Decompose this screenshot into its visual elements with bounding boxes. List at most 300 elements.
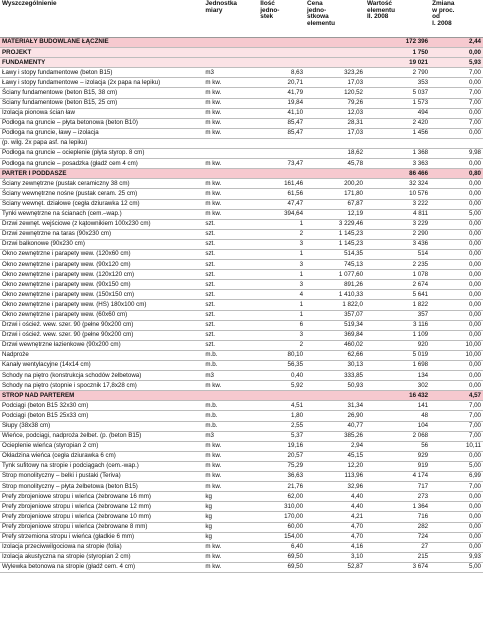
row-price: 385,26: [305, 431, 365, 441]
row-change: 0,00: [430, 451, 483, 461]
table-row: [0, 108, 483, 118]
row-price: 18,62: [305, 149, 365, 159]
table-row: [0, 512, 483, 522]
row-value: 2 420: [365, 118, 430, 128]
row-price: 4,21: [305, 512, 365, 522]
row-name: Podciągi (beton B15 32x30 cm): [0, 401, 203, 411]
row-value: 717: [365, 482, 430, 492]
row-name: Ocieplenie wieńca (styropian 2 cm): [0, 441, 203, 451]
table-row: [0, 320, 483, 330]
row-value: 716: [365, 512, 430, 522]
table-row: [0, 78, 483, 88]
row-name: Ściany fundamentowe (beton B15, 25 cm): [0, 98, 203, 108]
row-name: Prefy strzemiona stropu i wieńca (gładkie 6 mm): [0, 532, 203, 542]
row-qty: 4,51: [258, 401, 305, 411]
row-qty: 6,40: [258, 542, 305, 552]
table-row: [0, 280, 483, 290]
row-unit: szt.: [203, 239, 258, 249]
row-value: 2 674: [365, 280, 430, 290]
row-price: 357,07: [305, 310, 365, 320]
row-unit: [203, 391, 258, 401]
row-qty: 3: [258, 260, 305, 270]
row-name: Nadproże: [0, 350, 203, 360]
row-value: 48: [365, 411, 430, 421]
row-price: 45,78: [305, 159, 365, 169]
row-name: Strop monolityczny – belki i pustaki (Teriva): [0, 472, 203, 482]
header-qty: [258, 0, 305, 38]
table-row: [0, 522, 483, 532]
table-row: [0, 149, 483, 159]
row-value: 3 116: [365, 320, 430, 330]
row-price: 323,26: [305, 68, 365, 78]
table-row: [0, 310, 483, 320]
row-qty: 170,00: [258, 512, 305, 522]
row-price: 45,15: [305, 451, 365, 461]
row-unit: m kw.: [203, 472, 258, 482]
row-unit: m kw.: [203, 78, 258, 88]
row-name: FUNDAMENTY: [0, 58, 203, 68]
row-qty: 5,92: [258, 381, 305, 391]
row-name: Słupy (38x38 cm): [0, 421, 203, 431]
row-qty: [258, 58, 305, 68]
row-value: 172 396: [365, 38, 430, 48]
row-price: 4,40: [305, 492, 365, 502]
row-price: 1 145,23: [305, 229, 365, 239]
table-row: [0, 532, 483, 542]
row-name: Ściany fundamentowe (beton B15, 38 cm): [0, 88, 203, 98]
row-value: 2 290: [365, 229, 430, 239]
row-change: 10,11: [430, 441, 483, 451]
row-value: 4 174: [365, 472, 430, 482]
row-qty: 19,84: [258, 98, 305, 108]
row-change: 0,00: [430, 179, 483, 189]
row-price: 514,35: [305, 249, 365, 259]
row-value: 920: [365, 340, 430, 350]
row-name: Drzwi balkonowe (90x230 cm): [0, 239, 203, 249]
row-change: 0,00: [430, 310, 483, 320]
row-name: Schody na piętro (konstrukcja schodów żelbetowa): [0, 371, 203, 381]
row-qty: 4: [258, 290, 305, 300]
table-row: [0, 371, 483, 381]
header-price-line: elementu: [307, 20, 336, 28]
row-price: 113,96: [305, 472, 365, 482]
row-name: Tynk sufitowy na stropie i podciągach (cem.-wap.): [0, 461, 203, 471]
row-name: Prefy zbrojeniowe stropu i wieńca (żebrowane 12 mm): [0, 502, 203, 512]
row-change: 0,00: [430, 128, 483, 138]
table-row: [0, 350, 483, 360]
header-unit: [203, 0, 258, 38]
header-change: [430, 0, 483, 38]
row-unit: m.b.: [203, 350, 258, 360]
row-change: 5,00: [430, 562, 483, 572]
row-price: 4,40: [305, 502, 365, 512]
row-price: 3 229,46: [305, 219, 365, 229]
row-value: 1 822: [365, 300, 430, 310]
row-qty: 161,46: [258, 179, 305, 189]
row-unit: m kw.: [203, 179, 258, 189]
row-change: 5,93: [430, 58, 483, 68]
row-price: 62,66: [305, 350, 365, 360]
row-value: 1 109: [365, 330, 430, 340]
row-change: 0,00: [430, 189, 483, 199]
row-value: 353: [365, 78, 430, 88]
row-unit: m kw.: [203, 482, 258, 492]
row-price: [305, 138, 365, 148]
table-row: [0, 98, 483, 108]
row-change: 7,00: [430, 411, 483, 421]
table-row: [0, 88, 483, 98]
row-name: Izolacja pionowa ścian ław: [0, 108, 203, 118]
row-unit: kg: [203, 502, 258, 512]
table-row: [0, 128, 483, 138]
row-qty: 1: [258, 310, 305, 320]
row-qty: 1: [258, 249, 305, 259]
row-name: Okno zewnętrzne i parapety wew. (90x120 cm): [0, 260, 203, 270]
row-qty: 3: [258, 330, 305, 340]
row-change: 0,00: [430, 512, 483, 522]
row-change: 0,00: [430, 502, 483, 512]
table-row: [0, 340, 483, 350]
row-unit: [203, 149, 258, 159]
row-value: 215: [365, 552, 430, 562]
row-unit: szt.: [203, 320, 258, 330]
row-change: 0,00: [430, 280, 483, 290]
row-qty: [258, 48, 305, 58]
row-unit: szt.: [203, 270, 258, 280]
section-row: [0, 48, 483, 58]
row-unit: m kw.: [203, 88, 258, 98]
row-qty: 8,63: [258, 68, 305, 78]
row-price: [305, 48, 365, 58]
table-row: [0, 239, 483, 249]
row-qty: 56,35: [258, 361, 305, 371]
row-price: 171,80: [305, 189, 365, 199]
row-change: 0,00: [430, 48, 483, 58]
row-change: 0,00: [430, 330, 483, 340]
row-unit: m kw.: [203, 441, 258, 451]
row-name: MATERIAŁY BUDOWLANE ŁĄCZNIE: [0, 38, 203, 48]
row-value: 5 037: [365, 88, 430, 98]
table-row: [0, 209, 483, 219]
row-price: 4,16: [305, 542, 365, 552]
header-change-line: od: [432, 13, 440, 21]
row-price: 4,70: [305, 532, 365, 542]
row-value: 16 432: [365, 391, 430, 401]
row-qty: 36,63: [258, 472, 305, 482]
row-unit: m kw.: [203, 562, 258, 572]
row-change: 6,99: [430, 472, 483, 482]
table-body: [0, 38, 483, 573]
row-qty: 20,57: [258, 451, 305, 461]
row-value: 1 750: [365, 48, 430, 58]
row-price: 32,96: [305, 482, 365, 492]
row-change: 5,00: [430, 461, 483, 471]
row-unit: m kw.: [203, 461, 258, 471]
row-value: 514: [365, 249, 430, 259]
row-qty: 62,00: [258, 492, 305, 502]
header-qty-line: stek: [260, 13, 274, 21]
row-price: 2,94: [305, 441, 365, 451]
row-name: Okno zewnętrzne i parapety wew. (120x120 cm): [0, 270, 203, 280]
row-qty: 19,16: [258, 441, 305, 451]
row-change: 0,00: [430, 219, 483, 229]
row-value: 273: [365, 492, 430, 502]
row-change: 7,00: [430, 482, 483, 492]
row-unit: [203, 169, 258, 179]
table-row: [0, 401, 483, 411]
row-price: [305, 391, 365, 401]
row-qty: [258, 391, 305, 401]
row-unit: [203, 138, 258, 148]
row-change: [430, 138, 483, 148]
table-row: [0, 189, 483, 199]
table-row: [0, 552, 483, 562]
table-row: [0, 502, 483, 512]
table-row: [0, 492, 483, 502]
row-name: Ściany zewnętrzne (pustak ceramiczny 38 cm): [0, 179, 203, 189]
table-row: [0, 290, 483, 300]
row-price: [305, 58, 365, 68]
header-qty-line: Ilość: [260, 0, 275, 7]
row-unit: m kw.: [203, 451, 258, 461]
row-qty: 41,10: [258, 108, 305, 118]
row-qty: 75,29: [258, 461, 305, 471]
row-change: 0,00: [430, 229, 483, 239]
row-unit: szt.: [203, 260, 258, 270]
section-row: [0, 38, 483, 48]
row-price: 28,31: [305, 118, 365, 128]
row-unit: szt.: [203, 310, 258, 320]
row-unit: szt.: [203, 249, 258, 259]
table-row: [0, 431, 483, 441]
row-price: 12,19: [305, 209, 365, 219]
row-name: Okno zewnętrzne i parapety wew. (HS) 180x100 cm): [0, 300, 203, 310]
row-name: Drzwi wewnętrzne łazienkowe (90x200 cm): [0, 340, 203, 350]
row-unit: m3: [203, 68, 258, 78]
row-name: Okno zewnętrzne i parapety wew. (90x150 cm): [0, 280, 203, 290]
row-name: Strop monolityczny – płyta żelbetowa (beton B15): [0, 482, 203, 492]
row-name: Schody na piętro (stopnie i spocznik 17,8x28 cm): [0, 381, 203, 391]
row-unit: m.b.: [203, 401, 258, 411]
row-qty: 3: [258, 280, 305, 290]
row-change: 0,00: [430, 492, 483, 502]
row-qty: 69,50: [258, 552, 305, 562]
row-name: Kanały wentylacyjne (14x14 cm): [0, 361, 203, 371]
row-price: 369,84: [305, 330, 365, 340]
header-value-line: Wartość: [367, 0, 392, 7]
row-price: 30,13: [305, 361, 365, 371]
row-unit: m kw.: [203, 381, 258, 391]
row-price: 460,02: [305, 340, 365, 350]
row-qty: 5,37: [258, 431, 305, 441]
row-change: 0,00: [430, 320, 483, 330]
row-name: Okładzina wieńca (cegła dziurawka 6 cm): [0, 451, 203, 461]
table-row: [0, 249, 483, 259]
row-value: 86 466: [365, 169, 430, 179]
row-value: 2 790: [365, 68, 430, 78]
row-qty: 73,47: [258, 159, 305, 169]
row-value: 724: [365, 532, 430, 542]
row-value: 2 068: [365, 431, 430, 441]
row-qty: [258, 169, 305, 179]
table-row: [0, 199, 483, 209]
header-unit-line: miary: [205, 6, 223, 14]
header-qty-line: jedno-: [260, 6, 280, 14]
row-unit: szt.: [203, 300, 258, 310]
table-row: [0, 118, 483, 128]
row-qty: 60,00: [258, 522, 305, 532]
row-price: 1 077,60: [305, 270, 365, 280]
header-value: [365, 0, 430, 38]
row-unit: m kw.: [203, 108, 258, 118]
row-qty: 85,47: [258, 118, 305, 128]
row-value: 3 222: [365, 199, 430, 209]
row-price: 1 822,0: [305, 300, 365, 310]
table-row: [0, 229, 483, 239]
row-unit: kg: [203, 512, 258, 522]
row-change: 0,00: [430, 270, 483, 280]
row-unit: [203, 48, 258, 58]
row-value: 1 456: [365, 128, 430, 138]
row-price: 12,20: [305, 461, 365, 471]
row-qty: [258, 138, 305, 148]
row-change: 0,00: [430, 239, 483, 249]
header-name: [0, 0, 203, 38]
row-value: 1 368: [365, 149, 430, 159]
table-row: [0, 300, 483, 310]
row-price: 50,93: [305, 381, 365, 391]
row-change: 7,00: [430, 421, 483, 431]
table-row: [0, 361, 483, 371]
row-value: 134: [365, 371, 430, 381]
row-change: 0,00: [430, 249, 483, 259]
row-change: 7,00: [430, 88, 483, 98]
row-unit: kg: [203, 492, 258, 502]
row-value: 1 698: [365, 361, 430, 371]
row-price: 333,85: [305, 371, 365, 381]
row-name: Drzwi zewnętrzne na taras (90x230 cm): [0, 229, 203, 239]
row-change: 0,00: [430, 542, 483, 552]
row-unit: kg: [203, 532, 258, 542]
row-unit: szt.: [203, 330, 258, 340]
row-value: 3 363: [365, 159, 430, 169]
row-qty: 3: [258, 239, 305, 249]
table-row: [0, 421, 483, 431]
row-unit: kg: [203, 522, 258, 532]
table-row: [0, 441, 483, 451]
row-qty: 154,00: [258, 532, 305, 542]
row-value: 5 641: [365, 290, 430, 300]
row-unit: m kw.: [203, 552, 258, 562]
row-value: 141: [365, 401, 430, 411]
row-name: Podciągi (beton B15 25x33 cm): [0, 411, 203, 421]
row-change: 10,00: [430, 350, 483, 360]
row-change: 7,00: [430, 118, 483, 128]
row-value: 27: [365, 542, 430, 552]
row-change: 0,00: [430, 371, 483, 381]
row-price: 3,10: [305, 552, 365, 562]
row-unit: m kw.: [203, 542, 258, 552]
row-qty: 1,80: [258, 411, 305, 421]
table-row: [0, 179, 483, 189]
row-name: Ławy i stopy fundamentowe (beton B15): [0, 68, 203, 78]
section-row: [0, 169, 483, 179]
row-name: PARTER I PODDASZE: [0, 169, 203, 179]
table-row: [0, 451, 483, 461]
row-price: 519,34: [305, 320, 365, 330]
header-price-line: Cena: [307, 0, 323, 7]
row-name: Wieńce, podciągi, nadproża żelbet. (p. (beton B15): [0, 431, 203, 441]
row-value: 3 674: [365, 562, 430, 572]
row-qty: 80,10: [258, 350, 305, 360]
row-price: 891,26: [305, 280, 365, 290]
row-unit: szt.: [203, 219, 258, 229]
row-change: 0,00: [430, 108, 483, 118]
row-name: Podłoga na gruncie – płyta betonowa (beton B10): [0, 118, 203, 128]
row-qty: 2: [258, 229, 305, 239]
row-unit: m3: [203, 371, 258, 381]
table-row: [0, 411, 483, 421]
row-unit: m kw.: [203, 189, 258, 199]
row-change: 7,00: [430, 98, 483, 108]
row-value: 1 364: [365, 502, 430, 512]
table-row: [0, 461, 483, 471]
section-row: [0, 58, 483, 68]
row-unit: szt.: [203, 290, 258, 300]
row-name: Prefy zbrojeniowe stropu i wieńca (żebrowane 10 mm): [0, 512, 203, 522]
table-row: [0, 270, 483, 280]
row-unit: szt.: [203, 229, 258, 239]
row-price: 26,90: [305, 411, 365, 421]
row-qty: 1: [258, 300, 305, 310]
table-row: [0, 159, 483, 169]
row-value: 3 436: [365, 239, 430, 249]
row-name: Ściany wewnętrzne nośne (pustak ceram. 25 cm): [0, 189, 203, 199]
row-name: Podłoga na gruncie – posadzka (gładź cem 4 cm): [0, 159, 203, 169]
row-price: 67,87: [305, 199, 365, 209]
row-change: 0,00: [430, 78, 483, 88]
row-unit: m kw.: [203, 159, 258, 169]
row-name: Prefy zbrojeniowe stropu i wieńca (żebrowane 16 mm): [0, 492, 203, 502]
row-value: 32 324: [365, 179, 430, 189]
row-price: 31,34: [305, 401, 365, 411]
row-qty: 6: [258, 320, 305, 330]
row-name: Drzwi i oścież. wew. szer. 90 (pełne 90x200 cm): [0, 330, 203, 340]
table-header-row: [0, 0, 483, 38]
row-unit: m.b.: [203, 361, 258, 371]
row-value: 5 019: [365, 350, 430, 360]
row-change: 0,80: [430, 169, 483, 179]
row-value: 919: [365, 461, 430, 471]
row-value: 19 021: [365, 58, 430, 68]
row-change: 0,00: [430, 300, 483, 310]
table-row: [0, 219, 483, 229]
row-unit: [203, 38, 258, 48]
row-qty: 310,00: [258, 502, 305, 512]
row-price: 12,03: [305, 108, 365, 118]
table-row: [0, 68, 483, 78]
row-qty: [258, 149, 305, 159]
row-qty: 41,79: [258, 88, 305, 98]
row-change: 4,57: [430, 391, 483, 401]
row-name: Podłoga na gruncie – ocieplenie (płyta styrop. 8 cm): [0, 149, 203, 159]
row-value: 2 235: [365, 260, 430, 270]
row-price: [305, 169, 365, 179]
row-name: PROJEKT: [0, 48, 203, 58]
row-price: 200,20: [305, 179, 365, 189]
row-price: 40,77: [305, 421, 365, 431]
table-row: [0, 138, 483, 148]
